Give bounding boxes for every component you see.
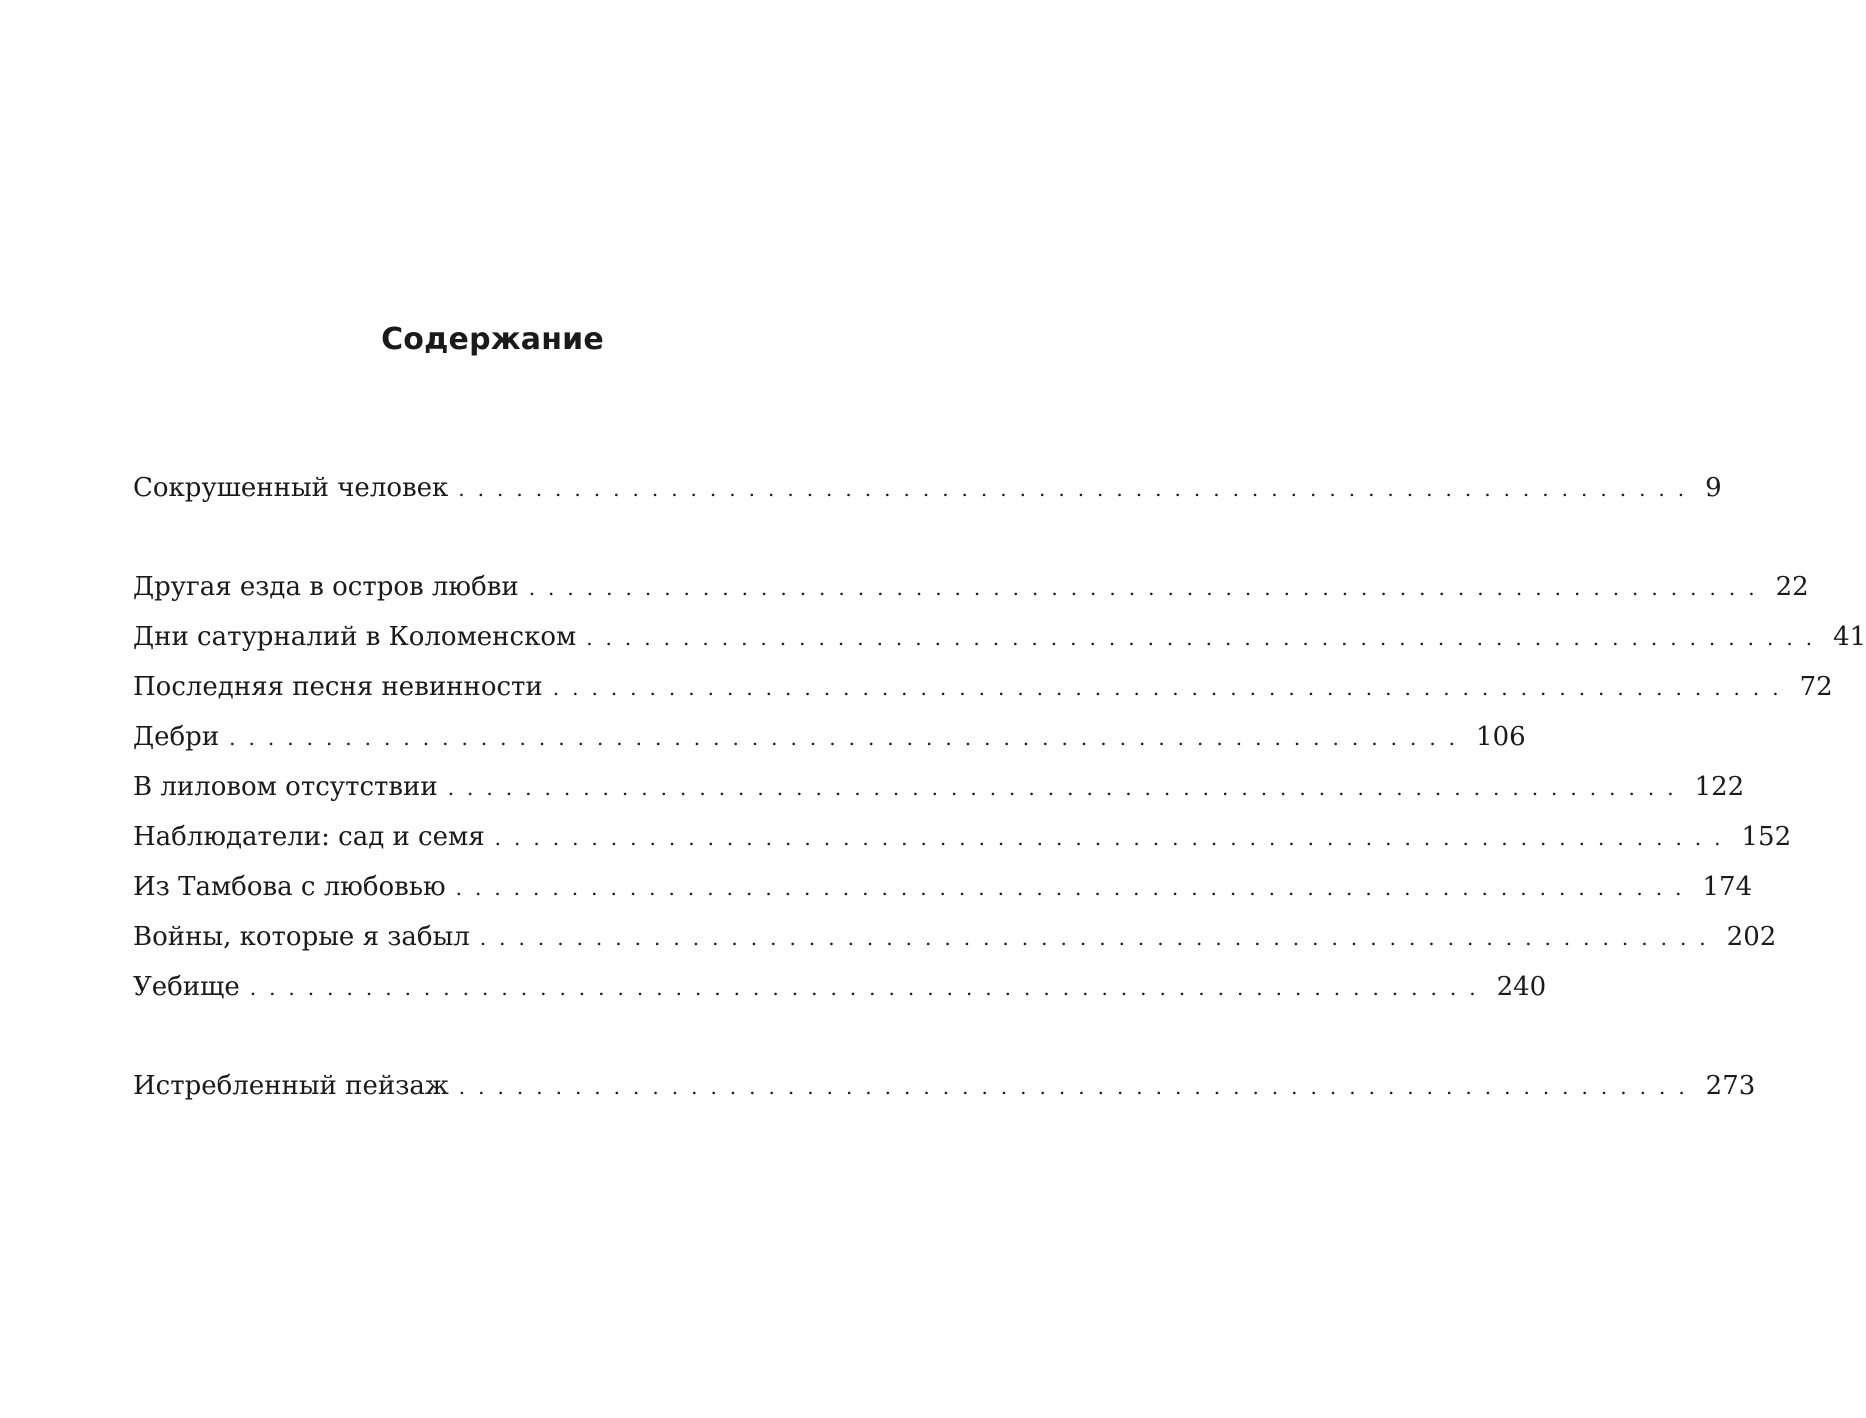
- toc-entry-title: Последняя песня невинности: [133, 672, 543, 702]
- toc-entry-page: 9: [1705, 473, 1722, 503]
- toc-entry: [133, 567, 1809, 607]
- toc-entry-page: 202: [1726, 922, 1777, 952]
- toc-entry-title: Из Тамбова с любовью: [133, 872, 446, 902]
- page-title: Содержание: [381, 322, 604, 357]
- toc-entry-page: 106: [1476, 722, 1526, 752]
- dot-leader: ................................................................: [458, 477, 1698, 501]
- toc-entry-page: 41: [1833, 622, 1866, 652]
- toc-entry-page: 152: [1741, 822, 1792, 852]
- toc-entry-page: 72: [1799, 672, 1833, 702]
- dot-leader: ................................................................: [249, 976, 1489, 1000]
- toc-entry: [133, 867, 1753, 907]
- toc-entry-title: Уебище: [133, 972, 240, 1002]
- toc-entry: [133, 667, 1833, 707]
- toc-entry-title: Другая езда в остров любви: [133, 572, 519, 602]
- dot-leader: ................................................................: [552, 676, 1792, 700]
- toc-entry-title: Наблюдатели: сад и семя: [133, 822, 485, 852]
- dot-leader: ................................................................: [586, 626, 1826, 650]
- toc-entry: [133, 817, 1792, 857]
- dot-leader: ................................................................: [494, 826, 1734, 850]
- toc-entry-title: Дни сатурналий в Коломенском: [133, 622, 577, 652]
- toc-entry-title: Сокрушенный человек: [133, 473, 449, 503]
- toc-entry-page: 22: [1775, 572, 1809, 602]
- toc-entry-page: 174: [1702, 872, 1753, 902]
- toc-entry: [133, 917, 1777, 957]
- toc-entry: [133, 1066, 1756, 1106]
- dot-leader: ................................................................: [455, 876, 1695, 900]
- toc-entry-page: 273: [1705, 1071, 1756, 1101]
- dot-leader: ................................................................: [229, 726, 1469, 750]
- toc-entry: [133, 767, 1745, 807]
- toc-entry-title: Истребленный пейзаж: [133, 1071, 449, 1101]
- toc-entry: [133, 967, 1547, 1007]
- toc-entry-title: В лиловом отсутствии: [133, 772, 438, 802]
- dot-leader: ................................................................: [528, 576, 1768, 600]
- toc-entry-page: 240: [1496, 972, 1547, 1002]
- toc-entry: [133, 717, 1526, 757]
- dot-leader: ................................................................: [447, 776, 1687, 800]
- toc-entry: [133, 468, 1722, 508]
- dot-leader: ................................................................: [479, 926, 1719, 950]
- toc-entry-title: Дебри: [133, 722, 220, 752]
- toc-entry-title: Войны, которые я забыл: [133, 922, 470, 952]
- toc-entry: [133, 617, 1866, 657]
- dot-leader: ................................................................: [458, 1075, 1698, 1099]
- toc-entry-page: 122: [1694, 772, 1745, 802]
